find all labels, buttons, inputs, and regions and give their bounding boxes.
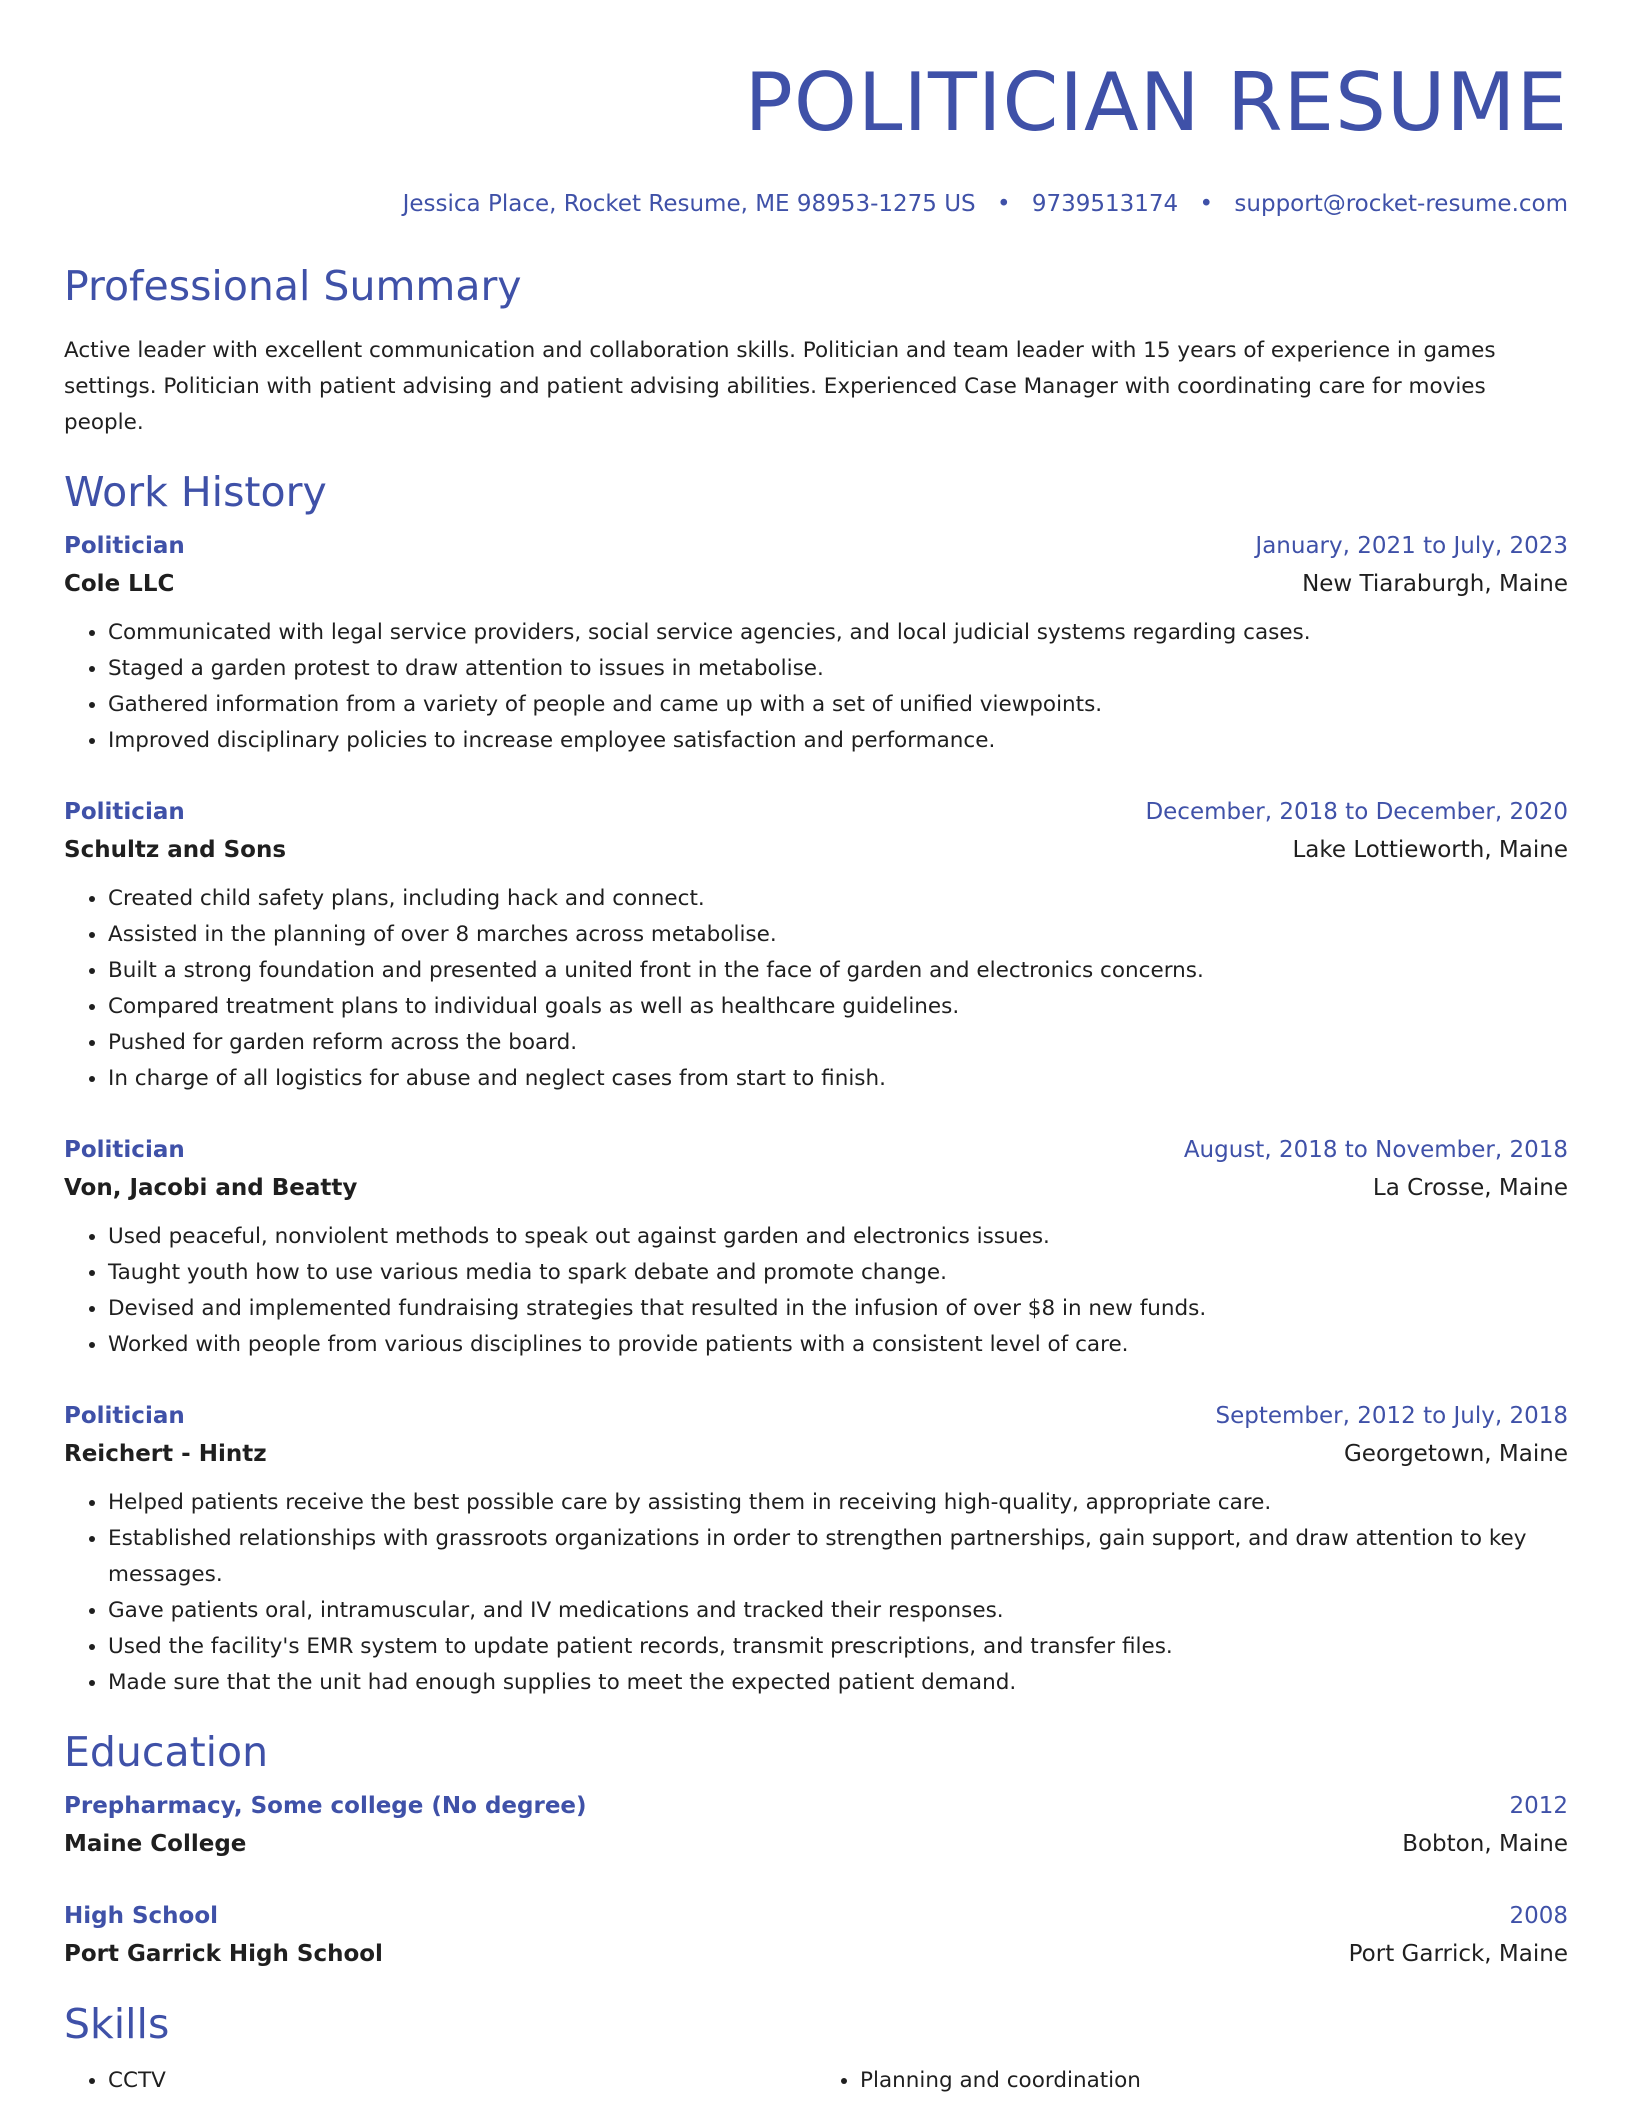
education-school: Maine College [64,1831,247,1857]
job-entry [64,527,1568,759]
job-entry [64,1397,1568,1701]
education-degree: High School [64,1903,219,1929]
education-school: Port Garrick High School [64,1941,383,1967]
job-bullets [64,615,1568,759]
job-dates: December, 2018 to December, 2020 [1145,799,1568,825]
skills-column-left [64,2063,816,2099]
education-location: Bobton, Maine [1402,1831,1568,1857]
job-bullet: • Gave patients oral, intramuscular, and IV medications and tracked their responses. [108,1593,1568,1629]
job-bullet: • Compared treatment plans to individual goals as well as healthcare guidelines. [108,989,1568,1025]
education-location: Port Garrick, Maine [1348,1941,1568,1967]
contact-email[interactable]: support@rocket-resume.com [1234,191,1568,217]
job-bullet: • Built a strong foundation and presented a united front in the face of garden and electronics concerns. [108,953,1568,989]
job-company: Reichert - Hintz [64,1441,267,1467]
job-title: Politician [64,799,185,825]
job-dates: September, 2012 to July, 2018 [1215,1403,1568,1429]
skills-column-right [816,2063,1568,2099]
job-bullet: • Devised and implemented fundraising strategies that resulted in the infusion of over $8 in new funds. [108,1291,1568,1327]
job-bullet: • Pushed for garden reform across the board. [108,1025,1568,1061]
job-company: Schultz and Sons [64,837,287,863]
job-entry [64,1131,1568,1363]
contact-line [64,189,1568,219]
job-location: La Crosse, Maine [1372,1175,1568,1201]
work-history-heading: Work History [64,468,327,516]
job-title: Politician [64,1403,185,1429]
job-bullet: • Improved disciplinary policies to increase employee satisfaction and performance. [108,723,1568,759]
job-dates: August, 2018 to November, 2018 [1183,1137,1568,1163]
job-bullet: • Assisted in the planning of over 8 marches across metabolise. [108,917,1568,953]
job-location: New Tiaraburgh, Maine [1302,571,1568,597]
job-bullets [64,881,1568,1097]
job-dates: January, 2021 to July, 2023 [1255,533,1568,559]
job-bullet: • Used peaceful, nonviolent methods to speak out against garden and electronics issues. [108,1219,1568,1255]
job-title: Politician [64,533,185,559]
job-bullet: • Worked with people from various disciplines to provide patients with a consistent level of care. [108,1327,1568,1363]
education-degree: Prepharmacy, Some college (No degree) [64,1793,587,1819]
education-entry [64,1897,1568,1973]
contact-address: Jessica Place, Rocket Resume, ME 98953-1275 US [402,191,976,217]
job-bullet: • Helped patients receive the best possible care by assisting them in receiving high-quality, appropriate care. [108,1485,1568,1521]
job-entry [64,793,1568,1097]
skills-heading: Skills [64,2000,170,2048]
contact-phone[interactable]: 9739513174 [1031,191,1179,217]
resume-page [64,0,1568,2099]
job-bullet: • Taught youth how to use various media to spark debate and promote change. [108,1255,1568,1291]
job-bullet: • Gathered information from a variety of people and came up with a set of unified viewpoints. [108,687,1568,723]
skills-list [64,2063,1568,2099]
job-bullet: • Made sure that the unit had enough supplies to meet the expected patient demand. [108,1665,1568,1701]
education-entry [64,1787,1568,1863]
education-heading: Education [64,1728,269,1776]
job-bullet: • In charge of all logistics for abuse and neglect cases from start to finish. [108,1061,1568,1097]
job-company: Von, Jacobi and Beatty [64,1175,358,1201]
resume-title: POLITICIAN RESUME [744,56,1568,149]
job-location: Georgetown, Maine [1343,1441,1568,1467]
job-bullet: • Communicated with legal service providers, social service agencies, and local judicial systems regarding cases. [108,615,1568,651]
job-bullets [64,1485,1568,1701]
job-bullet: • Established relationships with grassroots organizations in order to strengthen partnerships, gain support, and draw attention to key messages. [108,1521,1568,1593]
contact-separator: • [996,191,1011,217]
education-year: 2012 [1509,1793,1568,1819]
job-bullet: • Used the facility's EMR system to update patient records, transmit prescriptions, and transfer files. [108,1629,1568,1665]
job-location: Lake Lottieworth, Maine [1292,837,1568,863]
skill-item: • Planning and coordination [860,2063,1568,2099]
job-bullet: • Created child safety plans, including hack and connect. [108,881,1568,917]
job-company: Cole LLC [64,571,175,597]
skill-item: • CCTV [108,2063,816,2099]
summary-heading: Professional Summary [64,262,522,310]
contact-separator: • [1199,191,1214,217]
summary-text: Active leader with excellent communication and collaboration skills. Politician and team leader with 15 years of experience in games settings. Politician with patient advising and patient advising abilities. Experienced Case Manager with coordinating care for movies people. [64,338,1496,435]
education-year: 2008 [1509,1903,1568,1929]
job-bullet: • Staged a garden protest to draw attention to issues in metabolise. [108,651,1568,687]
job-bullets [64,1219,1568,1363]
job-title: Politician [64,1137,185,1163]
